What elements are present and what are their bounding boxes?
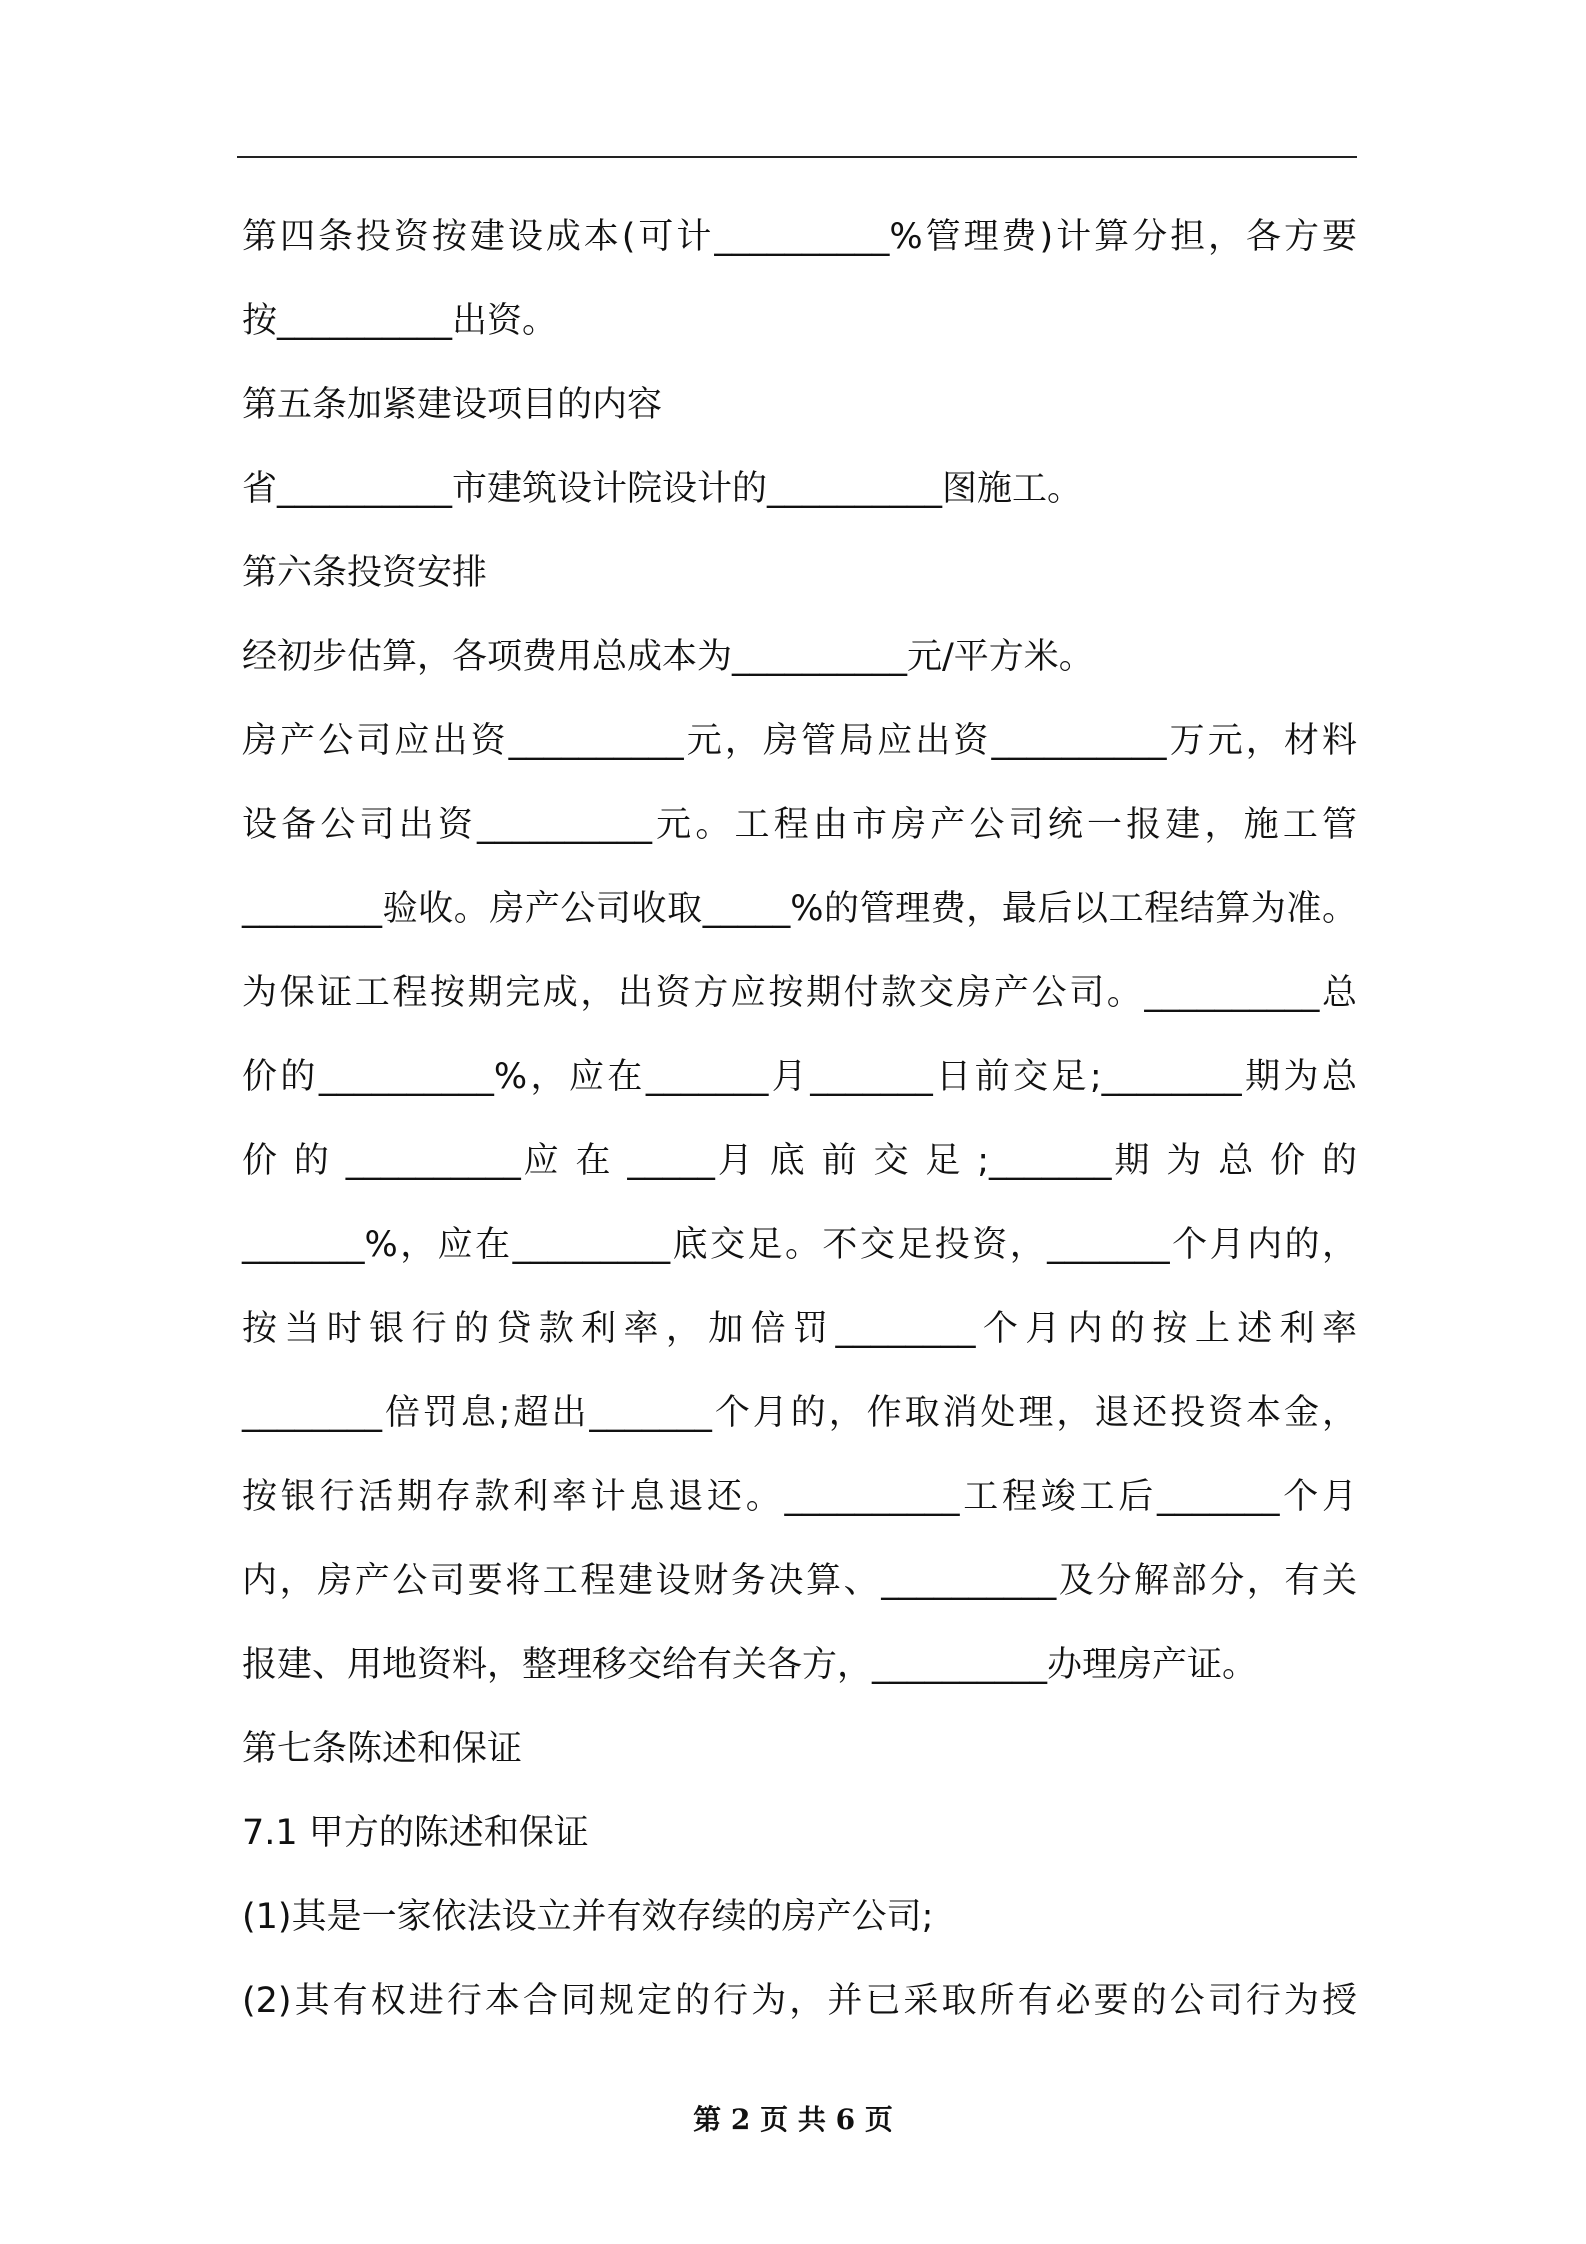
paragraph-line: _______%，应在_________底交足。不交足投资，_______个月内的， — [242, 1225, 1357, 1265]
document-body — [242, 195, 1357, 2043]
paragraph-line: 第四条投资按建设成本(可计__________%管理费)计算分担，各方要 — [242, 217, 1357, 257]
paragraph-line: 设备公司出资__________元。工程由市房产公司统一报建，施工管 — [242, 805, 1357, 845]
header-rule — [237, 156, 1357, 158]
paragraph-line: 按当时银行的贷款利率，加倍罚________个月内的按上述利率 — [242, 1309, 1357, 1349]
paragraph-line: 报建、用地资料，整理移交给有关各方，__________办理房产证。 — [242, 1645, 1258, 1685]
paragraph-line: (1)其是一家依法设立并有效存续的房产公司; — [242, 1897, 934, 1937]
paragraph-line: 为保证工程按期完成，出资方应按期付款交房产公司。__________总 — [242, 973, 1357, 1013]
subsection-heading: 7.1 甲方的陈述和保证 — [242, 1813, 589, 1853]
paragraph-line: ________验收。房产公司收取_____%的管理费，最后以工程结算为准。 — [242, 889, 1357, 929]
paragraph-line: 内，房产公司要将工程建设财务决算、__________及分解部分，有关 — [242, 1561, 1357, 1601]
section-heading: 第七条陈述和保证 — [242, 1729, 523, 1769]
section-heading: 第五条加紧建设项目的内容 — [242, 385, 663, 425]
paragraph-line: 按__________出资。 — [242, 301, 558, 341]
section-heading: 第六条投资安排 — [242, 553, 488, 593]
paragraph-line: 房产公司应出资__________元，房管局应出资__________万元，材料 — [242, 721, 1357, 761]
paragraph-line: 价的__________%，应在_______月_______日前交足;________期为总 — [242, 1057, 1357, 1097]
paragraph-line: 价 的 __________应 在 _____月 底 前 交 足 ;_______期 为 总 价 的 — [242, 1141, 1357, 1181]
page-number: 第 2 页 共 6 页 — [693, 2103, 893, 2136]
paragraph-line: (2)其有权进行本合同规定的行为，并已采取所有必要的公司行为授 — [242, 1981, 1357, 2021]
paragraph-line: 省__________市建筑设计院设计的__________图施工。 — [242, 469, 1083, 509]
paragraph-line: 经初步估算，各项费用总成本为__________元/平方米。 — [242, 637, 1094, 677]
paragraph-line: ________倍罚息;超出_______个月的，作取消处理，退还投资本金， — [242, 1393, 1357, 1433]
paragraph-line: 按银行活期存款利率计息退还。__________工程竣工后_______个月 — [242, 1477, 1357, 1517]
